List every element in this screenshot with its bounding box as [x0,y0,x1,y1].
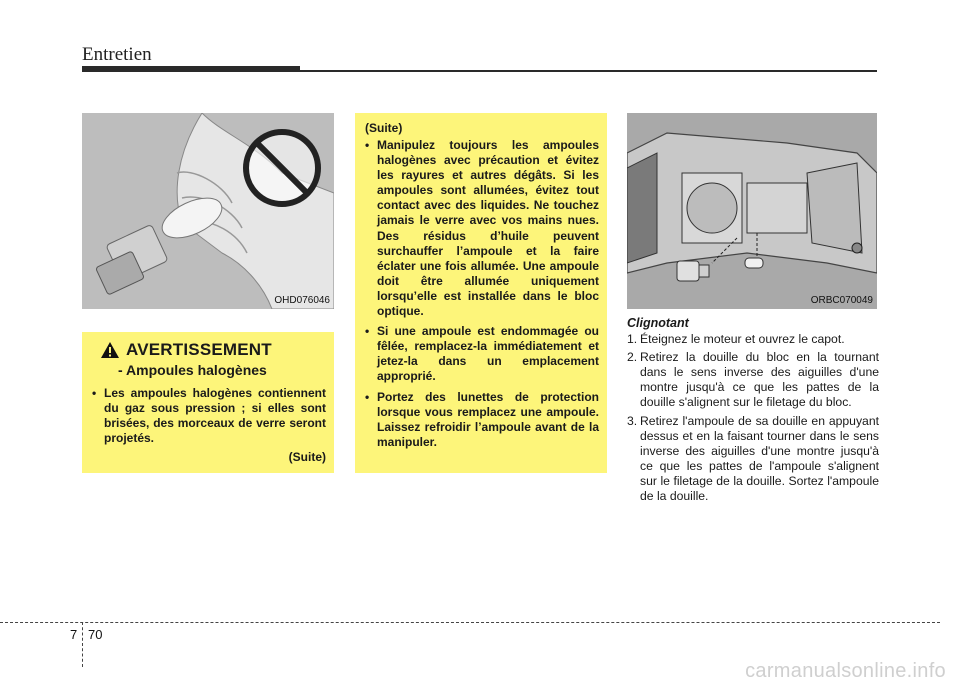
header-rule-thick [82,66,300,72]
step-item [627,332,879,347]
warning-subtitle: - Ampoules halogènes [118,362,267,378]
warning-triangle-icon [100,341,120,359]
turn-signal-section [627,316,879,507]
step-item [627,350,879,410]
warning-header [100,340,326,360]
section-title: Clignotant [627,316,689,330]
warning-list [90,386,326,446]
page-number: 70 [88,627,103,642]
figure-code: ORBC070049 [810,295,873,306]
warning-title: AVERTISSEMENT [126,340,272,359]
step-text: Retirez l'ampoule de sa douille en appuyant dessus et en la faisant tourner dans le sens inverse des aiguilles d'une montre jusqu'à ce que les pattes de l'ampoule s'alignent sur le filetage de la douille. Sortez l'ampoule de la douille. [640,413,879,504]
warning-item: • Les ampoules halogènes contiennent du gaz sous pression ; si elles sont brisées, des morceaux de verre seront projetés. [90,386,326,446]
step-number: 3. [627,413,638,428]
hand-bulb-illustration [82,113,334,309]
step-text: Retirez la douille du bloc en la tournant dans le sens inverse des aiguilles d'une montre jusqu'à ce que les pattes de la douille s'alignent sur le filetage du bloc. [640,350,879,410]
figure-halogen-bulb [82,113,334,309]
chapter-number: 7 [70,627,78,642]
header-rule-thin [300,70,877,72]
header-title: Entretien [82,44,152,65]
step-item [627,414,879,505]
step-number: 2. [627,350,638,365]
footer-vertical-rule [82,622,83,667]
steps-list [627,332,879,504]
warning-box [82,332,334,473]
continuation-item: • Manipulez toujours les ampoules halogènes avec précaution et évitez les rayures et autres dégâts. Si les ampoules sont allumées, évitez tout contact avec des liquides. Ne touchez jamais le verre avec vos mains nues. Des résidus d’huile peuvent surchauffer l’ampoule et la faire éclater une fois allumée. Une ampoule doit être allumée uniquement lorsqu’elle est installée dans le bloc optique. [363,138,599,319]
continuation-item: • Si une ampoule est endommagée ou fêlée, remplacez-la immédiatement et jetez-la dans un emplacement approprié. [363,324,599,384]
footer-dashed-rule [0,622,940,623]
warning-continued: (Suite) [288,450,326,464]
watermark: carmanualsonline.info [745,660,946,682]
continuation-label: (Suite) [365,121,403,135]
continuation-item: • Portez des lunettes de protection lorsque vous remplacez une ampoule. Laissez refroidir l’ampoule avant de la manipuler. [363,390,599,450]
step-number: 1. [627,332,638,347]
figure-headlamp [627,113,877,309]
step-text: Éteignez le moteur et ouvrez le capot. [640,332,845,347]
warning-continuation-box [355,113,607,473]
figure-code: OHD076046 [274,295,330,306]
continuation-list [363,138,599,450]
headlamp-illustration [627,113,877,309]
